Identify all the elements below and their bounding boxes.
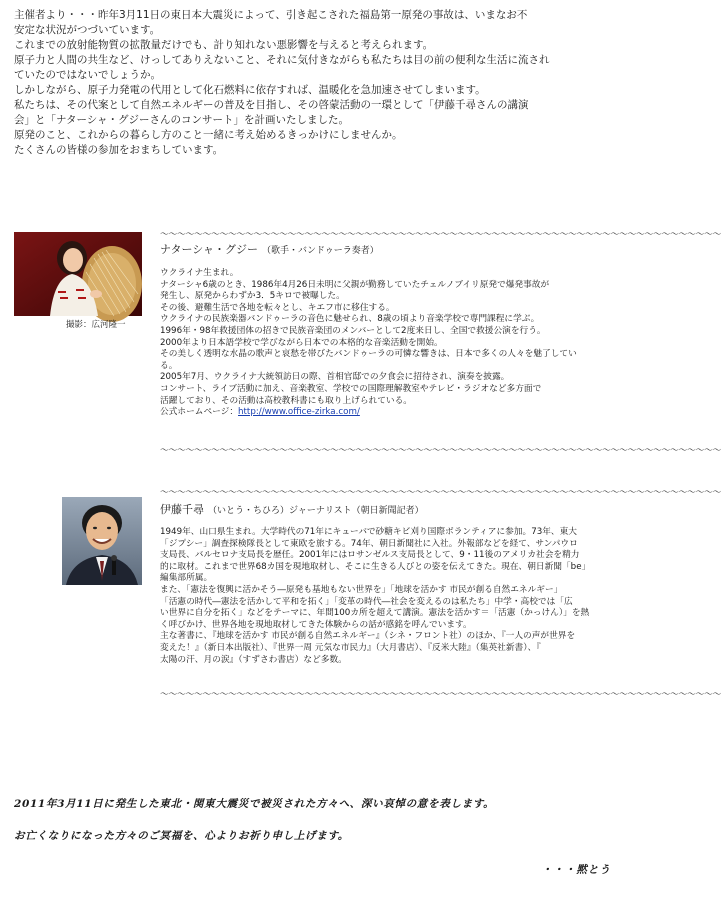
profile-body-ito — [160, 527, 622, 666]
intro-line: 会」と「ナターシャ・グジーさんのコンサート」を計画いたしました。 — [14, 114, 350, 126]
profile-line: ナターシャ6歳のとき、1986年4月26日未明に父親が勤務していたチェルノブイリ原発で爆発事故が — [160, 279, 550, 290]
natasha-photo — [14, 232, 142, 316]
profile-line: 支局長、バルセロナ支局長を歴任。2001年にはロサンゼルス支局長として、9・11後のアメリカ社会を精力 — [160, 550, 580, 561]
condolence-line-2: お亡くなりになった方々のご冥福を、心よりお祈り申し上げます。 — [14, 830, 349, 842]
profile-body-natasha — [160, 268, 622, 419]
intro-line: ていたのではないでしょうか。 — [14, 69, 161, 81]
intro-line: 安定な状況がつづいています。 — [14, 24, 161, 36]
photo-caption: 撮影：広河隆一 — [66, 320, 126, 330]
divider: ～～～～～～～～～～～～～～～～～～～～～～～～～～～～～～～～～～～～～～～～～～～～～～～～～～～～～～～～～～～～～～～～～～ — [160, 488, 721, 498]
profile-name: ナターシャ・グジー — [160, 243, 259, 256]
intro-line: これまでの放射能物質の拡散量だけでも、計り知れない悪影響を与えると考えられます。 — [14, 39, 434, 51]
ito-portrait-icon — [62, 497, 142, 585]
profile-line: 1996年・98年救援団体の招きで民族音楽団のメンバーとして2度来日し、全国で救援公演を行う。 — [160, 325, 546, 336]
profile-line: い世界に自分を拓く」などをテーマに、年間100カ所を超えて講演。憲法を活かす＝「活憲（かっけん）」を熱 — [160, 608, 590, 619]
natasha-portrait-icon — [14, 232, 142, 316]
homepage-label: 公式ホームページ： — [160, 407, 239, 418]
profile-role: （歌手・バンドゥーラ奏者） — [262, 246, 379, 256]
profile-line: 活躍しており、その活動は高校教科書にも取り上げられている。 — [160, 395, 412, 406]
ito-photo — [62, 497, 142, 585]
profile-line: コンサート、ライブ活動に加え、音楽教室、学校での国際理解教室やテレビ・ラジオなど多方面で — [160, 383, 542, 394]
profile-line: 変えた！』（新日本出版社）、『世界一周 元気な市民力』（大月書店）、『反米大陸』（集英社新書）、『 — [160, 642, 541, 653]
profile-line: 2005年7月、ウクライナ大統領訪日の際、首相官邸での夕食会に招待され、演奏を披露。 — [160, 372, 510, 383]
profile-line: ウクライナ生まれ。 — [160, 268, 239, 278]
intro-line: 主催者より・・・昨年3月11日の東日本大震災によって、引き起こされた福島第一原発の事故は、いまなお不 — [14, 9, 528, 21]
homepage-link[interactable]: http://www.office-zirka.com/ — [238, 407, 360, 418]
profile-line: 発生し、原発からわずか3．5キロで被曝した。 — [160, 291, 345, 302]
profile-name-natasha — [160, 241, 379, 257]
profile-line: 「ジプシー」調査探検隊長として東欧を旅する。74年、朝日新聞社に入社。外報部などを経て、サンパウロ — [160, 538, 578, 549]
profile-line: 編集部所属。 — [160, 573, 213, 584]
homepage-line — [160, 407, 622, 419]
profile-line: く呼びかけ、世界各地を現地取材してきた体験からの話が感銘を呼んでいます。 — [160, 619, 472, 630]
profile-line: その後、避難生活で各地を転々とし、キエフ市に移住する。 — [160, 302, 395, 313]
profile-line: 「活憲の時代―憲法を活かして平和を拓く」「変革の時代―社会を変えるのは私たち」中学・高校では「広 — [160, 596, 573, 607]
profile-role: （いとう・ちひろ）ジャーナリスト（朝日新聞記者） — [208, 506, 424, 516]
divider: ～～～～～～～～～～～～～～～～～～～～～～～～～～～～～～～～～～～～～～～～～～～～～～～～～～～～～～～～～～～～～～～～～～ — [160, 230, 721, 240]
profile-line: 太陽の汗、月の涙』（すずさわ書店）など多数。 — [160, 654, 347, 665]
profile-line: その美しく透明な水晶の歌声と哀愁を帯びたバンドゥーラの可憐な響きは、日本で多くの人々を魅了してい — [160, 349, 577, 360]
intro-line: 私たちは、その代案として自然エネルギーの普及を目指し、その啓蒙活動の一環として「伊藤千尋さんの講演 — [14, 99, 529, 111]
profile-line: また、「憲法を復興に活かそう―原発も基地もない世界を」「地球を活かす 市民が創る自然エネルギー」 — [160, 584, 563, 595]
intro-line: たくさんの皆様の参加をおまちしています。 — [14, 144, 224, 156]
moment-of-silence: ・・・黙とう — [541, 864, 611, 876]
profile-line: 的に取材。これまで世界68カ国を現地取材し、そこに生きる人びとの姿を伝えてきた。現在、朝日新聞「be」 — [160, 561, 591, 572]
profile-line: 1949年、山口県生まれ。大学時代の71年にキューバで砂糖キビ刈り国際ボランティアに参加。73年、東大 — [160, 527, 577, 537]
profile-name-ito — [160, 501, 424, 517]
profile-line: る。 — [160, 360, 178, 371]
profile-line: 2000年より日本語学校で学びながら日本での本格的な音楽活動を開始。 — [160, 337, 443, 348]
organizer-intro — [14, 8, 620, 158]
profile-line: 主な著書に、『地球を活かす 市民が創る自然エネルギー』（シネ・フロント社）のほか、『一人の声が世界を — [160, 631, 576, 642]
intro-line: 原発のこと、これからの暮らし方のこと一緒に考え始めるきっかけにしませんか。 — [14, 129, 403, 141]
intro-line: しかしながら、原子力発電の代用として化石燃料に依存すれば、温暖化を急加速させてしまいます。 — [14, 84, 486, 96]
profile-name: 伊藤千尋 — [160, 503, 204, 516]
divider: ～～～～～～～～～～～～～～～～～～～～～～～～～～～～～～～～～～～～～～～～～～～～～～～～～～～～～～～～～～～～～～～～～～ — [160, 690, 721, 700]
condolence-line-1: 2011年3月11日に発生した東北・関東大震災で被災された方々へ、深い哀悼の意を表します。 — [14, 798, 495, 810]
profile-line: ウクライナの民族楽器バンドゥーラの音色に魅せられ、8歳の頃より音楽学校で専門課程に学ぶ。 — [160, 314, 540, 325]
divider: ～～～～～～～～～～～～～～～～～～～～～～～～～～～～～～～～～～～～～～～～～～～～～～～～～～～～～～～～～～～～～～～～～～ — [160, 446, 721, 456]
intro-line: 原子力と人間の共生など、けっしてありえないこと、それに気付きながらも私たちは目の前の便利な生活に流され — [14, 54, 550, 66]
